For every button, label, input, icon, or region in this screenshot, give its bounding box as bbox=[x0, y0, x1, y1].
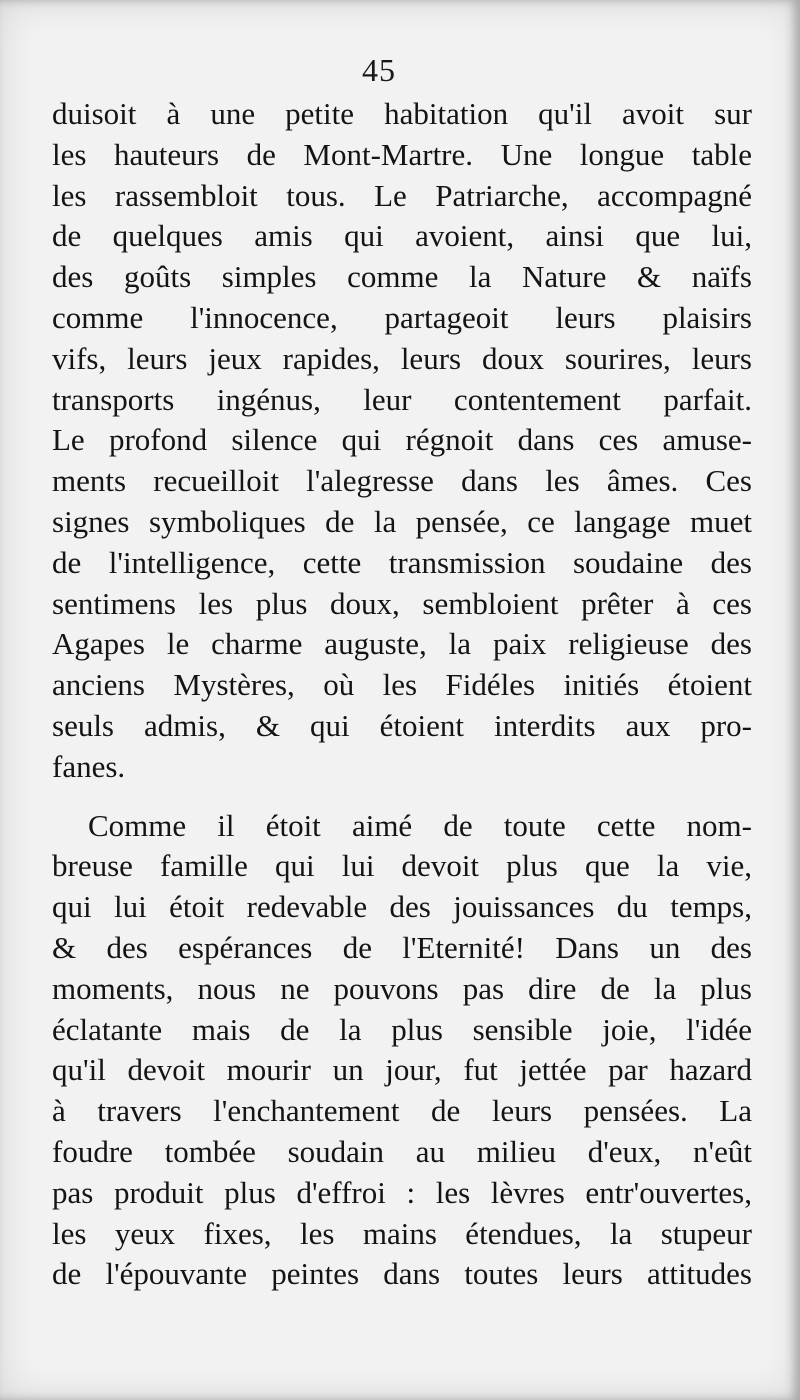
text-line: signes symboliques de la pensée, ce langage muet bbox=[52, 503, 752, 539]
text-line: de l'épouvante peintes dans toutes leurs attitudes bbox=[52, 1256, 752, 1292]
paragraph-gap bbox=[52, 788, 752, 806]
text-line: moments, nous ne pouvons pas dire de la plus bbox=[52, 970, 752, 1006]
text-line: les hauteurs de Mont-Martre. Une longue table bbox=[52, 136, 752, 172]
text-line: comme l'innocence, partageoit leurs plaisirs bbox=[52, 299, 752, 335]
text-line: ments recueilloit l'alegresse dans les âmes. Ces bbox=[52, 463, 752, 499]
text-line: les rassembloit tous. Le Patriarche, accompagné bbox=[52, 177, 752, 213]
text-line: les yeux fixes, les mains étendues, la stupeur bbox=[52, 1215, 752, 1251]
text-line: qu'il devoit mourir un jour, fut jettée par hazard bbox=[52, 1052, 752, 1088]
text-line: transports ingénus, leur contentement parfait. bbox=[52, 381, 752, 417]
text-line: de l'intelligence, cette transmission soudaine des bbox=[52, 544, 752, 580]
text-line: duisoit à une petite habitation qu'il avoit sur bbox=[52, 96, 752, 131]
text-line: sentimens les plus doux, sembloient prêter à ces bbox=[52, 585, 752, 621]
text-line: fanes. bbox=[52, 748, 126, 784]
text-line: seuls admis, & qui étoient interdits aux pro- bbox=[52, 707, 752, 743]
text-line: & des espérances de l'Eternité! Dans un des bbox=[52, 929, 752, 965]
text-line: à travers l'enchantement de leurs pensées. La bbox=[52, 1093, 752, 1129]
text-line: Comme il étoit aimé de toute cette nom- bbox=[88, 807, 752, 843]
text-line: éclatante mais de la plus sensible joie, l'idée bbox=[52, 1011, 752, 1047]
text-line: qui lui étoit redevable des jouissances du temps, bbox=[52, 889, 752, 925]
page-number: 45 bbox=[362, 52, 396, 88]
text-line: Agapes le charme auguste, la paix religieuse des bbox=[52, 626, 752, 662]
text-line: vifs, leurs jeux rapides, leurs doux sourires, leurs bbox=[52, 340, 752, 376]
page-text bbox=[52, 94, 752, 1295]
text-line: de quelques amis qui avoient, ainsi que lui, bbox=[52, 218, 752, 254]
paragraph-1 bbox=[52, 94, 752, 788]
text-line: des goûts simples comme la Nature & naïfs bbox=[52, 259, 752, 295]
text-line: pas produit plus d'effroi : les lèvres entr'ouvertes, bbox=[52, 1174, 752, 1210]
text-line: anciens Mystères, où les Fidéles initiés étoient bbox=[52, 667, 752, 703]
paragraph-2 bbox=[52, 806, 752, 1296]
text-line: Le profond silence qui régnoit dans ces amuse- bbox=[52, 422, 752, 458]
text-line: foudre tombée soudain au milieu d'eux, n'eût bbox=[52, 1133, 752, 1169]
text-line: breuse famille qui lui devoit plus que la vie, bbox=[52, 848, 752, 884]
